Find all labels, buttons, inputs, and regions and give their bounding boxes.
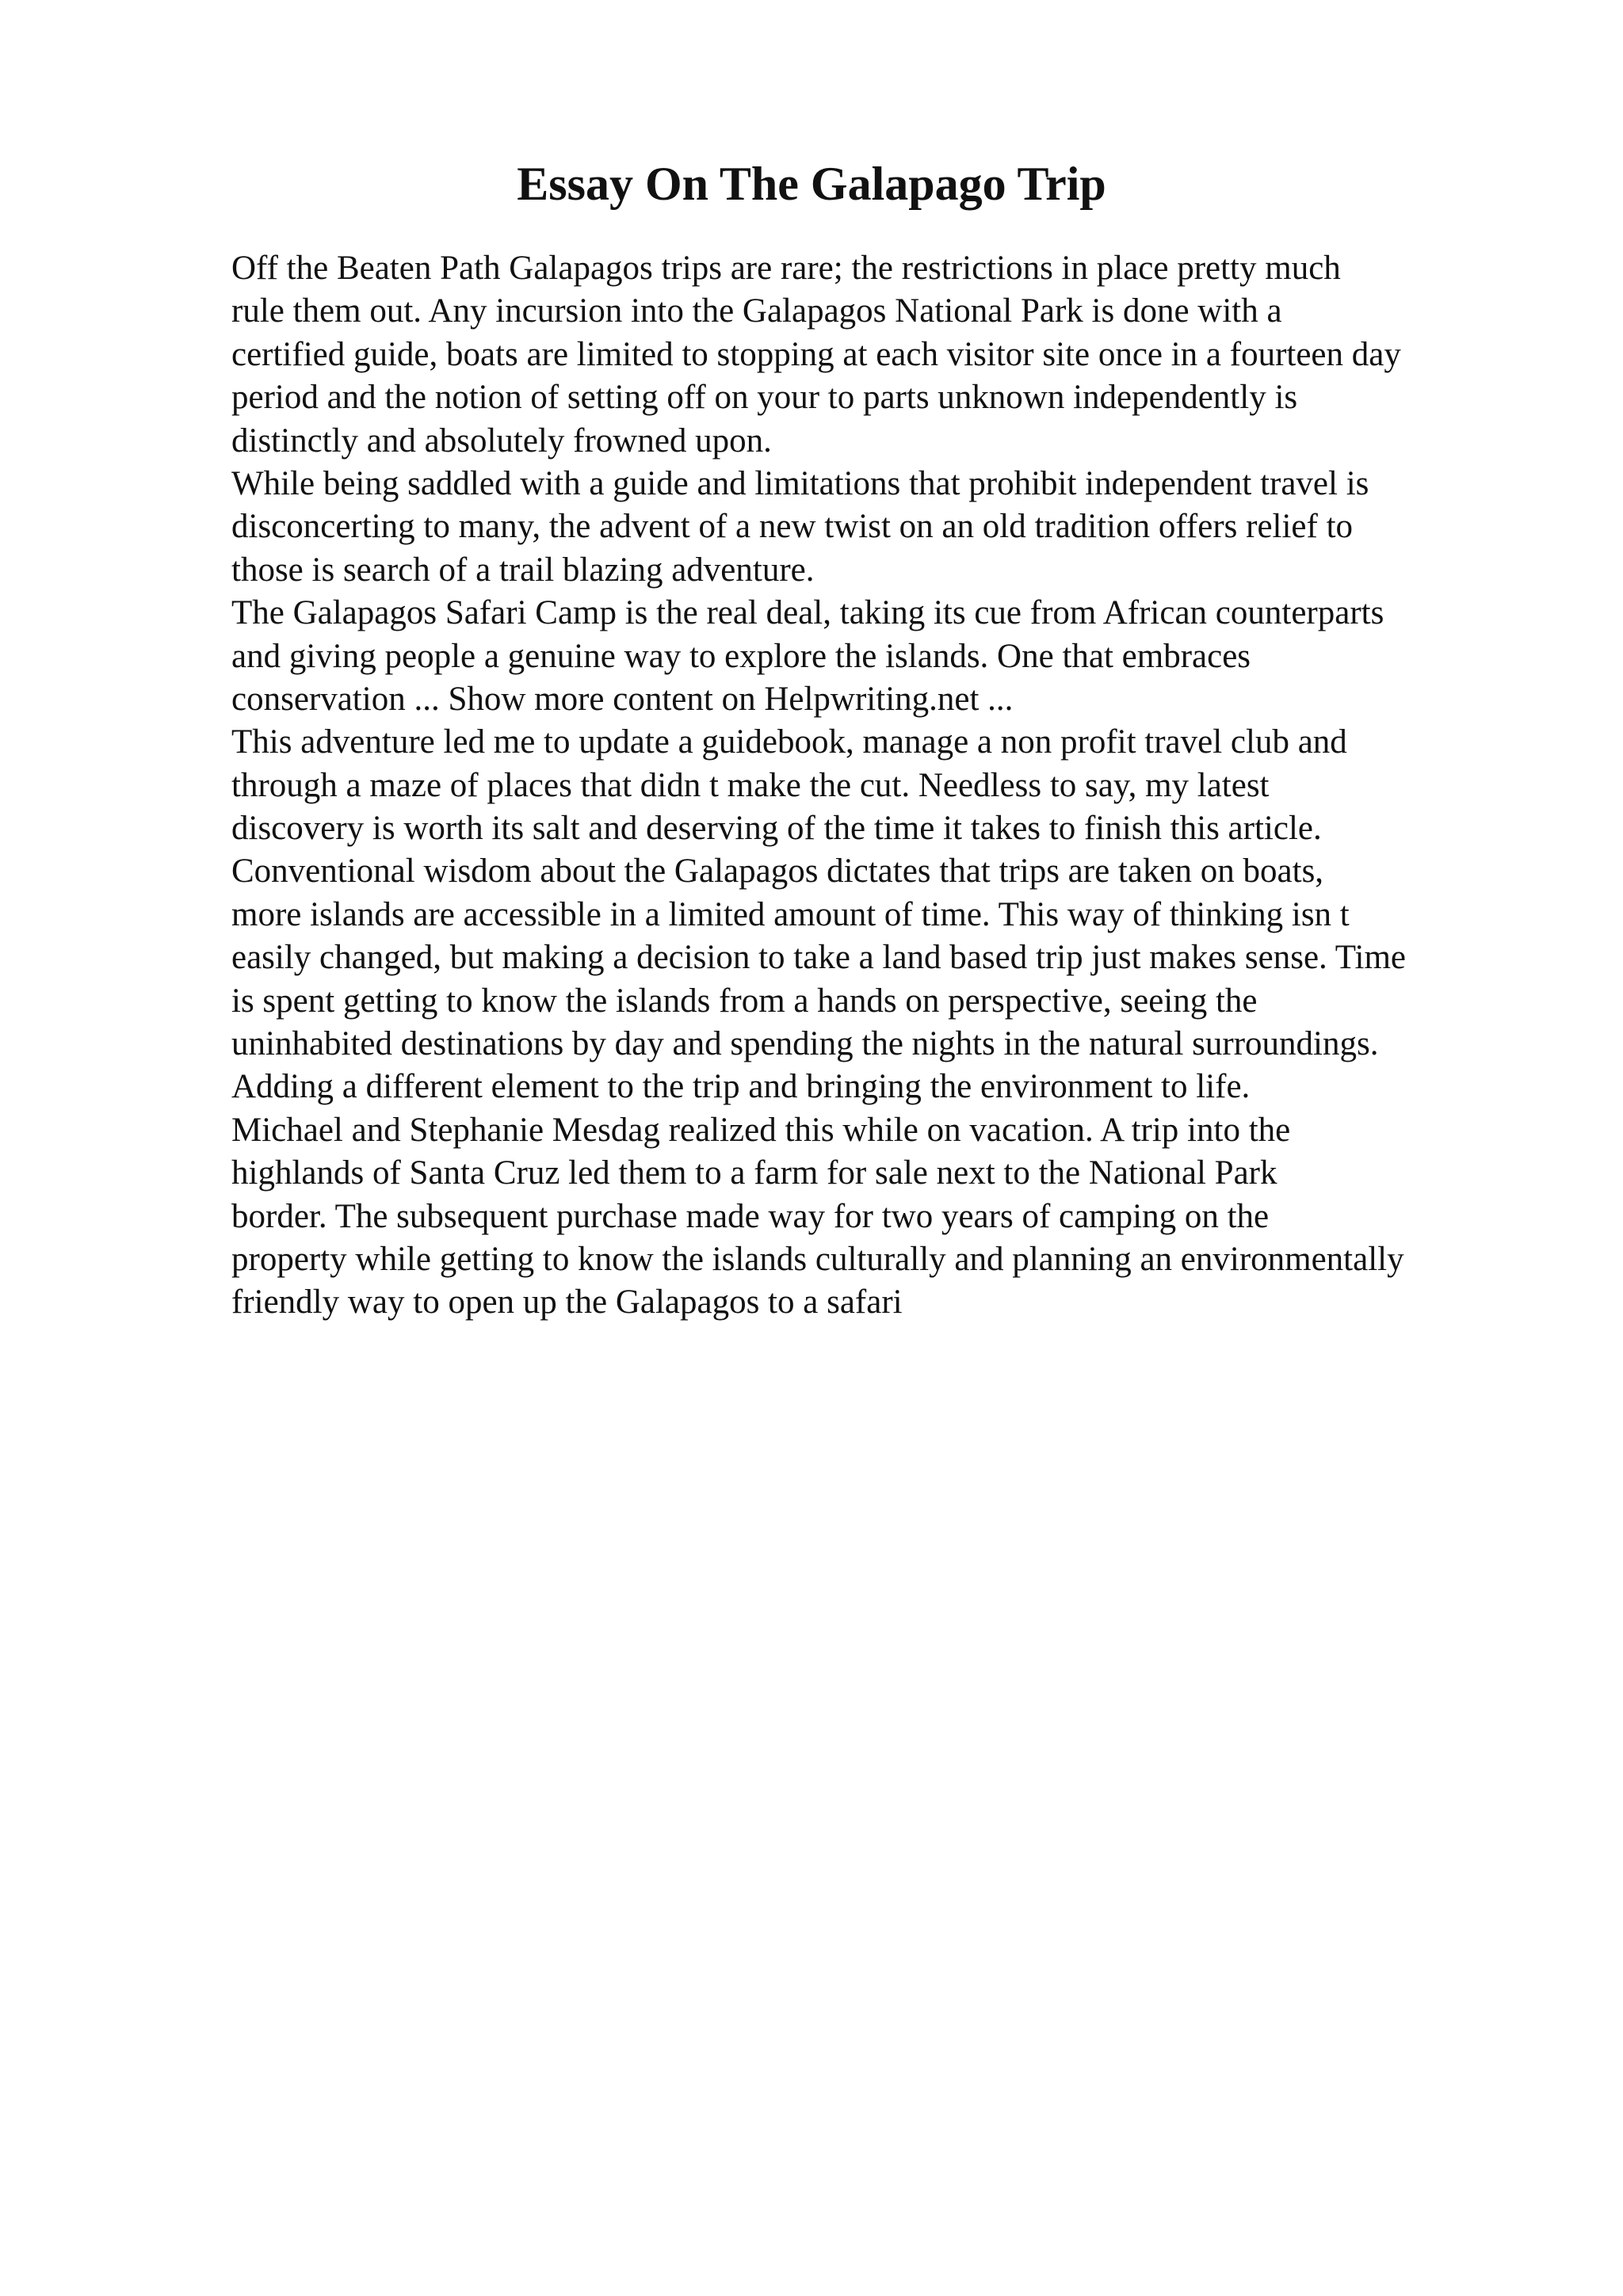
- text-line: more islands are accessible in a limited amount of time. This way of thinking isn t: [231, 895, 1350, 933]
- text-line: highlands of Santa Cruz led them to a farm for sale next to the National Park: [231, 1154, 1277, 1192]
- text-line: and giving people a genuine way to explore the islands. One that embraces: [231, 637, 1251, 675]
- text-line: those is search of a trail blazing adventure.: [231, 551, 815, 589]
- text-line: rule them out. Any incursion into the Galapagos National Park is done with a: [231, 292, 1282, 330]
- text-line: period and the notion of setting off on your to parts unknown independently is: [231, 379, 1298, 417]
- text-line: Conventional wisdom about the Galapagos dictates that trips are taken on boats,: [231, 852, 1324, 891]
- document-title: Essay On The Galapago Trip: [517, 158, 1106, 210]
- text-line: property while getting to know the islands culturally and planning an environmentally: [231, 1240, 1404, 1278]
- text-line: The Galapagos Safari Camp is the real deal, taking its cue from African counterparts: [231, 594, 1384, 632]
- text-line: Off the Beaten Path Galapagos trips are rare; the restrictions in place pretty much: [231, 250, 1341, 287]
- text-line: friendly way to open up the Galapagos to a safari: [231, 1283, 903, 1322]
- essay-body: [231, 247, 1515, 1325]
- text-line: This adventure led me to update a guidebook, manage a non profit travel club and: [231, 723, 1347, 761]
- text-line: uninhabited destinations by day and spending the nights in the natural surroundings.: [231, 1025, 1379, 1063]
- text-line: through a maze of places that didn t make the cut. Needless to say, my latest: [231, 766, 1270, 804]
- text-line: certified guide, boats are limited to stopping at each visitor site once in a fourteen day: [231, 335, 1401, 373]
- text-line: border. The subsequent purchase made way for two years of camping on the: [231, 1197, 1270, 1235]
- text-line: While being saddled with a guide and limitations that prohibit independent travel is: [231, 464, 1369, 502]
- text-line: Adding a different element to the trip and bringing the environment to life.: [231, 1068, 1251, 1106]
- text-line: distinctly and absolutely frowned upon.: [231, 421, 772, 460]
- text-line: disconcerting to many, the advent of a new twist on an old tradition offers relief to: [231, 508, 1354, 546]
- text-line: easily changed, but making a decision to take a land based trip just makes sense. Time: [231, 939, 1406, 977]
- text-line: conservation ... Show more content on Helpwriting.net ...: [231, 680, 1014, 718]
- text-line: is spent getting to know the islands from a hands on perspective, seeing the: [231, 982, 1258, 1020]
- text-line: discovery is worth its salt and deserving of the time it takes to finish this article.: [231, 810, 1322, 848]
- text-line: Michael and Stephanie Mesdag realized this while on vacation. A trip into the: [231, 1111, 1291, 1149]
